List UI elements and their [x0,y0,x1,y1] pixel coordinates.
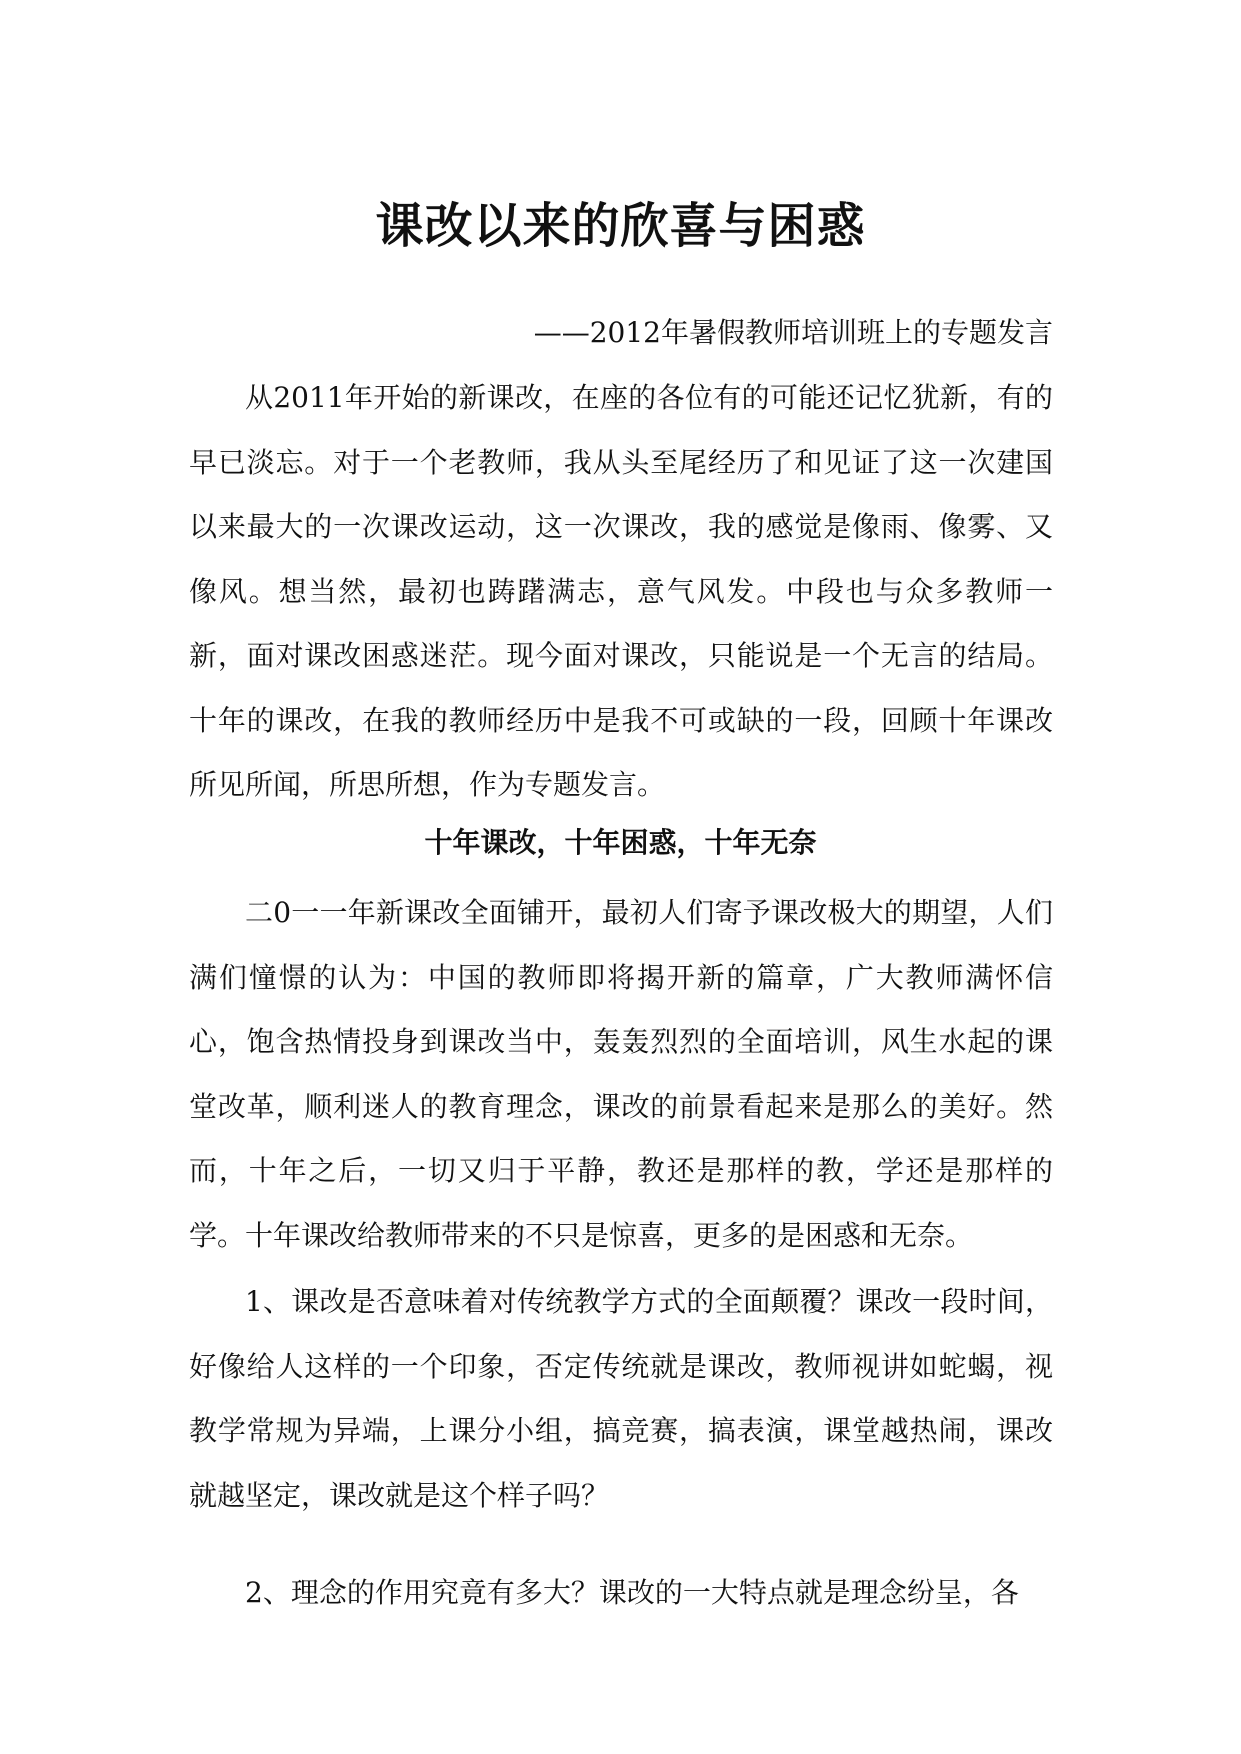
document-title: 课改以来的欣喜与困惑 [375,198,866,254]
point-1-paragraph: 1、课改是否意味着对传统教学方式的全面颠覆？课改一段时间，好像给人这样的一个印象，否定传统就是课改，教师视讲如蛇蝎，视教学常规为异端，上课分小组，搞竞赛，搞表演，课堂越热闹，课改就越坚定，课改就是这个样子吗？ [189,1285,1053,1512]
document-subtitle: ——2012年暑假教师培训班上的专题发言 [533,316,1053,349]
section-heading: 十年课改，十年困惑，十年无奈 [424,826,817,859]
point-2-paragraph: 2、理念的作用究竟有多大？课改的一大特点就是理念纷呈，各 [245,1576,1019,1609]
section-paragraph: 二0一一年新课改全面铺开，最初人们寄予课改极大的期望，人们满们憧憬的认为：中国的教师即将揭开新的篇章，广大教师满怀信心，饱含热情投身到课改当中，轰轰烈烈的全面培训，风生水起的课堂改革，顺利迷人的教育理念，课改的前景看起来是那么的美好。然而，十年之后，一切又归于平静，教还是那样的教，学还是那样的学。十年课改给教师带来的不只是惊喜，更多的是困惑和无奈。 [189,896,1053,1252]
intro-paragraph: 从2011年开始的新课改，在座的各位有的可能还记忆犹新，有的早已淡忘。对于一个老教师，我从头至尾经历了和见证了这一次建国以来最大的一次课改运动，这一次课改，我的感觉是像雨、像雾、又像风。想当然，最初也踌躇满志，意气风发。中段也与众多教师一新，面对课改困惑迷茫。现今面对课改，只能说是一个无言的结局。十年的课改，在我的教师经历中是我不可或缺的一段，回顾十年课改所见所闻，所思所想，作为专题发言。 [189,381,1053,801]
